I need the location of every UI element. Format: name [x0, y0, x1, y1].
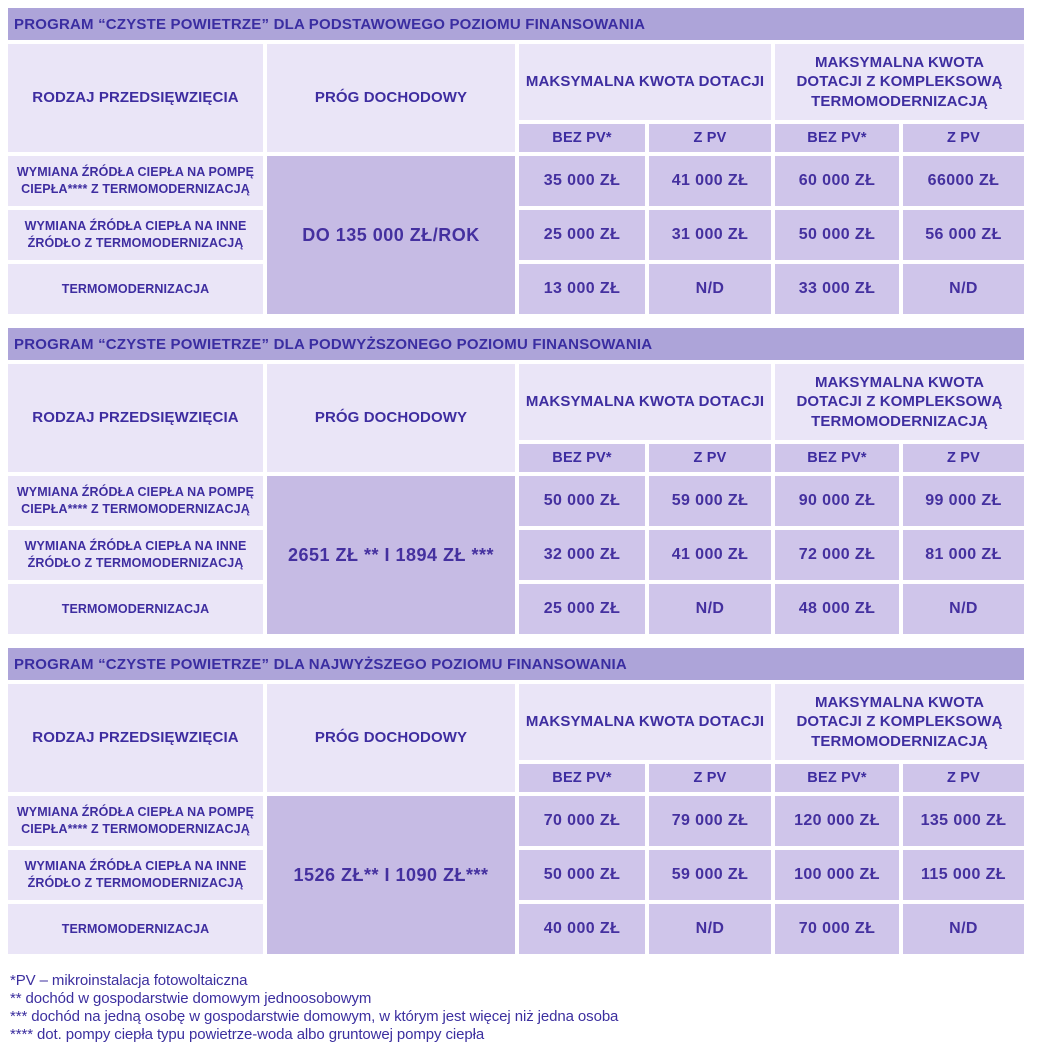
value-cell: 13 000 ZŁ [519, 264, 645, 314]
value-cell: 25 000 ZŁ [519, 210, 645, 260]
subheader-z-pv: Z PV [649, 444, 771, 472]
table-title-bar [8, 328, 1024, 360]
row-label: WYMIANA ŹRÓDŁA CIEPŁA NA INNE ŹRÓDŁO Z TERMOMODERNIZACJĄ [8, 530, 263, 580]
value-cell: 50 000 ZŁ [775, 210, 899, 260]
subheader-z-pv: Z PV [649, 764, 771, 792]
value-cell: 81 000 ZŁ [903, 530, 1024, 580]
row-label: TERMOMODERNIZACJA [8, 584, 263, 634]
value-cell: 41 000 ZŁ [649, 530, 771, 580]
row-label: WYMIANA ŹRÓDŁA CIEPŁA NA POMPĘ CIEPŁA**** Z TERMOMODERNIZACJĄ [8, 476, 263, 526]
value-cell: 25 000 ZŁ [519, 584, 645, 634]
value-cell: 33 000 ZŁ [775, 264, 899, 314]
value-cell: 115 000 ZŁ [903, 850, 1024, 900]
value-cell: 90 000 ZŁ [775, 476, 899, 526]
subheader-bez-pv: BEZ PV* [775, 444, 899, 472]
table-grid [8, 684, 1024, 954]
table-increased-level [8, 328, 1024, 634]
subheader-z-pv: Z PV [649, 124, 771, 152]
value-cell: 70 000 ZŁ [775, 904, 899, 954]
header-maks-kwota: MAKSYMALNA KWOTA DOTACJI [519, 44, 771, 120]
value-cell: 56 000 ZŁ [903, 210, 1024, 260]
table-title-bar [8, 648, 1024, 680]
value-cell: N/D [903, 904, 1024, 954]
table-title: PROGRAM “CZYSTE POWIETRZE” DLA PODWYŻSZONEGO POZIOMU FINANSOWANIA [14, 335, 653, 353]
value-cell: 35 000 ZŁ [519, 156, 645, 206]
subheader-bez-pv: BEZ PV* [519, 764, 645, 792]
value-cell: N/D [903, 584, 1024, 634]
table-grid [8, 364, 1024, 634]
value-cell: 59 000 ZŁ [649, 476, 771, 526]
subheader-z-pv: Z PV [903, 764, 1024, 792]
subheader-bez-pv: BEZ PV* [519, 124, 645, 152]
header-rodzaj: RODZAJ PRZEDSIĘWZIĘCIA [8, 44, 263, 152]
header-maks-kwota: MAKSYMALNA KWOTA DOTACJI [519, 364, 771, 440]
footnote-pv: *PV – mikroinstalacja fotowoltaiczna [10, 972, 248, 989]
subheader-bez-pv: BEZ PV* [775, 124, 899, 152]
subheader-z-pv: Z PV [903, 124, 1024, 152]
value-cell: N/D [903, 264, 1024, 314]
prog-dochodowy-value: DO 135 000 ZŁ/ROK [267, 156, 515, 314]
header-rodzaj: RODZAJ PRZEDSIĘWZIĘCIA [8, 364, 263, 472]
table-title: PROGRAM “CZYSTE POWIETRZE” DLA PODSTAWOWEGO POZIOMU FINANSOWANIA [14, 15, 646, 33]
footnotes [8, 968, 1024, 1044]
header-maks-kwota-kompleksowa: MAKSYMALNA KWOTA DOTACJI Z KOMPLEKSOWĄ TERMOMODERNIZACJĄ [775, 44, 1024, 120]
value-cell: 79 000 ZŁ [649, 796, 771, 846]
value-cell: 100 000 ZŁ [775, 850, 899, 900]
row-label: TERMOMODERNIZACJA [8, 264, 263, 314]
value-cell: 66000 ZŁ [903, 156, 1024, 206]
table-title-bar [8, 8, 1024, 40]
prog-dochodowy-value: 1526 ZŁ** I 1090 ZŁ*** [267, 796, 515, 954]
header-maks-kwota-kompleksowa: MAKSYMALNA KWOTA DOTACJI Z KOMPLEKSOWĄ TERMOMODERNIZACJĄ [775, 684, 1024, 760]
footnote-multi-household: *** dochód na jedną osobę w gospodarstwie domowym, w którym jest więcej niż jedna osoba [10, 1008, 619, 1025]
value-cell: 70 000 ZŁ [519, 796, 645, 846]
row-label: WYMIANA ŹRÓDŁA CIEPŁA NA POMPĘ CIEPŁA**** Z TERMOMODERNIZACJĄ [8, 156, 263, 206]
subheader-bez-pv: BEZ PV* [775, 764, 899, 792]
value-cell: 60 000 ZŁ [775, 156, 899, 206]
header-prog-dochodowy: PRÓG DOCHODOWY [267, 364, 515, 472]
value-cell: 41 000 ZŁ [649, 156, 771, 206]
row-label: WYMIANA ŹRÓDŁA CIEPŁA NA INNE ŹRÓDŁO Z TERMOMODERNIZACJĄ [8, 850, 263, 900]
value-cell: N/D [649, 264, 771, 314]
prog-dochodowy-value: 2651 ZŁ ** I 1894 ZŁ *** [267, 476, 515, 634]
value-cell: 48 000 ZŁ [775, 584, 899, 634]
subheader-z-pv: Z PV [903, 444, 1024, 472]
table-grid [8, 44, 1024, 314]
table-title: PROGRAM “CZYSTE POWIETRZE” DLA NAJWYŻSZEGO POZIOMU FINANSOWANIA [14, 655, 627, 673]
row-label: TERMOMODERNIZACJA [8, 904, 263, 954]
header-prog-dochodowy: PRÓG DOCHODOWY [267, 44, 515, 152]
value-cell: 50 000 ZŁ [519, 850, 645, 900]
value-cell: 40 000 ZŁ [519, 904, 645, 954]
value-cell: 120 000 ZŁ [775, 796, 899, 846]
subheader-bez-pv: BEZ PV* [519, 444, 645, 472]
header-maks-kwota: MAKSYMALNA KWOTA DOTACJI [519, 684, 771, 760]
value-cell: 99 000 ZŁ [903, 476, 1024, 526]
header-prog-dochodowy: PRÓG DOCHODOWY [267, 684, 515, 792]
value-cell: 72 000 ZŁ [775, 530, 899, 580]
table-basic-level [8, 8, 1024, 314]
value-cell: 135 000 ZŁ [903, 796, 1024, 846]
value-cell: 31 000 ZŁ [649, 210, 771, 260]
row-label: WYMIANA ŹRÓDŁA CIEPŁA NA INNE ŹRÓDŁO Z TERMOMODERNIZACJĄ [8, 210, 263, 260]
header-rodzaj: RODZAJ PRZEDSIĘWZIĘCIA [8, 684, 263, 792]
row-label: WYMIANA ŹRÓDŁA CIEPŁA NA POMPĘ CIEPŁA**** Z TERMOMODERNIZACJĄ [8, 796, 263, 846]
value-cell: N/D [649, 584, 771, 634]
value-cell: 59 000 ZŁ [649, 850, 771, 900]
footnote-single-household: ** dochód w gospodarstwie domowym jednoosobowym [10, 990, 372, 1007]
value-cell: 32 000 ZŁ [519, 530, 645, 580]
value-cell: N/D [649, 904, 771, 954]
footnote-heat-pump: **** dot. pompy ciepła typu powietrze-woda albo gruntowej pompy ciepła [10, 1026, 485, 1043]
header-maks-kwota-kompleksowa: MAKSYMALNA KWOTA DOTACJI Z KOMPLEKSOWĄ TERMOMODERNIZACJĄ [775, 364, 1024, 440]
value-cell: 50 000 ZŁ [519, 476, 645, 526]
table-highest-level [8, 648, 1024, 954]
